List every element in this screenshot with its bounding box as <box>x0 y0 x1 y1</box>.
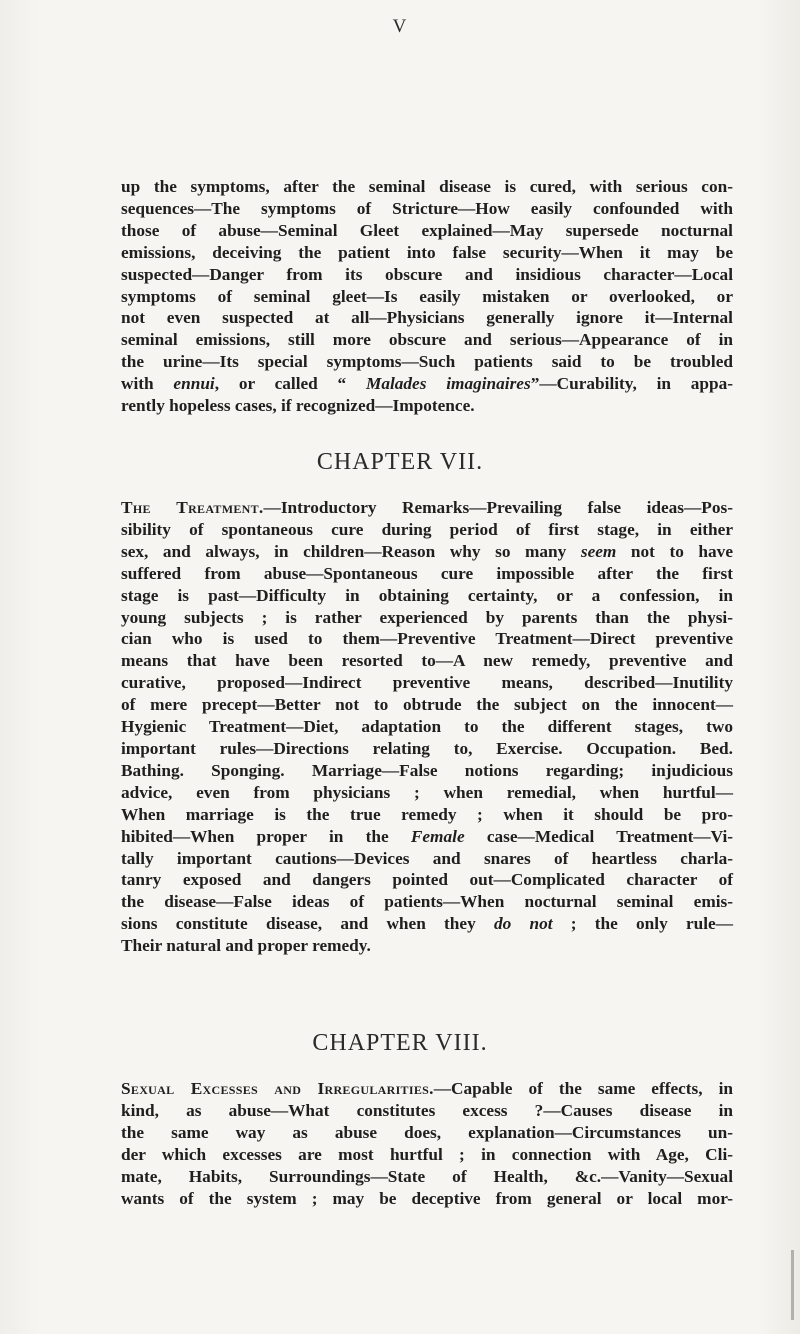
paragraph-continuation <box>121 176 733 417</box>
text-line: the disease—False ideas of patients—When nocturnal seminal emis- <box>121 892 733 912</box>
text-line <box>121 826 733 848</box>
text-line <box>121 541 733 563</box>
text-segment: with <box>121 374 174 394</box>
text-segment: ”—Curability, in appa- <box>530 374 734 394</box>
text-line: suspected—Danger from its obscure and insidious character—Local <box>121 264 733 284</box>
text-segment: —Introductory Remarks—Prevailing false ideas—Pos- <box>263 498 733 517</box>
italic-term: ennui <box>173 374 215 394</box>
chapter-summary <box>121 497 733 957</box>
text-line: stage is past—Difficulty in obtaining certainty, or a confession, in <box>121 585 733 605</box>
text-segment: sions constitute disease, and when they <box>121 914 494 934</box>
text-line: suffered from abuse—Spontaneous cure impossible after the first <box>121 563 733 583</box>
text-line: those of abuse—Seminal Gleet explained—May supersede nocturnal <box>121 220 733 240</box>
text-segment: —Capable of the same effects, in <box>433 1079 734 1098</box>
text-line: means that have been resorted to—A new remedy, preventive and <box>121 651 733 671</box>
text-line: kind, as abuse—What constitutes excess ?—Causes disease in <box>121 1100 733 1120</box>
text-segment: not to have <box>616 541 733 561</box>
text-line: advice, even from physicians ; when remedial, when hurtful— <box>121 782 733 802</box>
text-line: When marriage is the true remedy ; when it should be pro- <box>121 804 733 824</box>
text-line <box>121 497 733 519</box>
text-line: Their natural and proper remedy. <box>121 936 371 956</box>
text-line: mate, Habits, Surroundings—State of Health, &c.—Vanity—Sexual <box>121 1166 733 1186</box>
text-line: of mere precept—Better not to obtrude the subject on the innocent— <box>121 695 733 715</box>
chapter-summary <box>121 1078 733 1209</box>
text-segment: , or called “ <box>214 374 366 394</box>
text-line: the same way as abuse does, explanation—Circumstances un- <box>121 1122 733 1142</box>
text-line: curative, proposed—Indirect preventive means, described—Inutility <box>121 673 733 693</box>
text-line: up the symptoms, after the seminal disease is cured, with serious con- <box>121 177 733 196</box>
chapter-heading: CHAPTER VIII. <box>312 1030 488 1056</box>
italic-term: Malades imaginaires <box>365 374 531 394</box>
text-line: cian who is used to them—Preventive Treatment—Direct preventive <box>121 629 733 649</box>
text-segment: sex, and always, in children—Reason why so many <box>121 541 581 561</box>
page-edge-shadow <box>791 1250 794 1320</box>
text-segment: case—Medical Treatment—Vi- <box>464 826 733 846</box>
text-line: symptoms of seminal gleet—Is easily mistaken or overlooked, or <box>121 286 733 306</box>
italic-term: seem <box>580 541 617 561</box>
text-segment: hibited—When proper in the <box>121 826 411 846</box>
page-folio: V <box>392 16 408 37</box>
text-line: important rules—Directions relating to, Exercise. Occupation. Bed. <box>121 738 733 758</box>
lead-in: Sexual Excesses and Irregularities. <box>121 1079 434 1098</box>
text-line: Bathing. Sponging. Marriage—False notions regarding; injudicious <box>121 760 733 780</box>
chapter-heading: CHAPTER VII. <box>316 449 484 475</box>
text-line: sibility of spontaneous cure during period of first stage, in either <box>121 519 733 539</box>
text-line: rently hopeless cases, if recognized—Impotence. <box>121 396 475 416</box>
text-line: young subjects ; is rather experienced by parents than the physi- <box>121 607 733 627</box>
text-line: seminal emissions, still more obscure and serious—Appearance of in <box>121 330 733 350</box>
text-line: not even suspected at all—Physicians generally ignore it—Internal <box>121 308 733 328</box>
text-line: sequences—The symptoms of Stricture—How easily confounded with <box>121 198 733 218</box>
text-line: wants of the system ; may be deceptive from general or local mor- <box>121 1188 733 1208</box>
text-line: tanry exposed and dangers pointed out—Complicated character of <box>121 870 733 890</box>
text-line: emissions, deceiving the patient into false security—When it may be <box>121 242 733 262</box>
italic-term: do not <box>493 914 553 934</box>
text-line: der which excesses are most hurtful ; in connection with Age, Cli- <box>121 1144 733 1164</box>
text-line <box>121 1078 733 1100</box>
italic-term: Female <box>410 826 465 846</box>
text-line <box>121 913 733 935</box>
text-line: tally important cautions—Devices and snares of heartless charla- <box>121 848 733 868</box>
text-line: Hygienic Treatment—Diet, adaptation to the different stages, two <box>121 717 733 737</box>
text-line: the urine—Its special symptoms—Such patients said to be troubled <box>121 352 733 372</box>
text-line-with-italics <box>121 373 733 395</box>
text-segment: ; the only rule— <box>552 914 733 934</box>
lead-in: The Treatment. <box>121 498 264 517</box>
